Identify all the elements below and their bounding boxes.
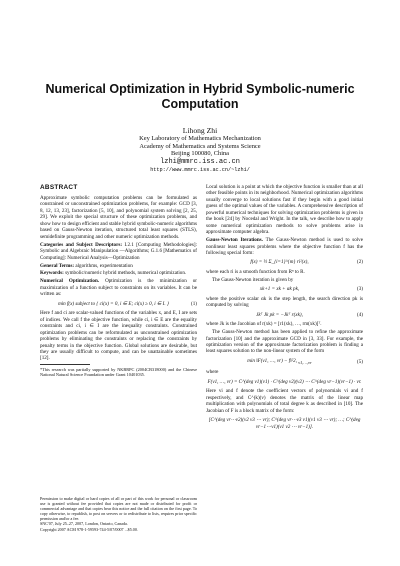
numopt-paragraph [40,278,197,297]
keywords-paragraph [40,270,197,276]
equation-7-body: [C^(deg vr⋯v2)(v2 v3 ⋯ vr); C^(deg vr⋯v3 v1)(v1 v3 ⋯ vr); …; C^(deg vr−1⋯v1)(v1 v2 ⋯ vr−1)]. [208,417,361,430]
gauss-newton-label: Gauss-Newton Iterations. [206,237,263,244]
equation-3-number: (3) [357,286,363,293]
abstract-text: Approximate symbolic computation problems can be formulated as constrained or unconstrained optimization problems, for example: GCD [3, 8, 12, 13, 23], factorization [5, 10], and polynomial system solving [2, 25, 29]. We exploit the special structure of these optimization problems, and show how to design efficient and stable hybrid symbolic-numeric algorithms based on Gauss-Newton iteration, structured total least squares (STLS), semidefinite programming and other numeric optimization methods. [40,195,197,240]
affiliation-line-1: Key Laboratory of Mathematics Mechanization [139,135,261,142]
applied-paragraph: The Gauss-Newton method has been applied to refine the approximate factorization [10] and the approximate GCD in [3, 33]. For example, the optimization version of the approximate factorization problem is finding a least squares solution to the non-linear system of the form [206,329,363,355]
terms-label: General Terms: [40,262,75,269]
equation-5-subscript: v1,…,vr [298,359,312,365]
numopt-text: Optimization is the minimization or maximization of a function subject to constraints on its variables. It can be written as: [40,278,198,298]
equation-5 [206,358,363,366]
terms-text: algorithms, experimentation [75,262,133,269]
author-url: http://www.mmrc.iss.ac.cn/~lzhi/ [150,166,250,173]
affiliation-line-2: Academy of Mathematics and Systems Science [139,142,261,150]
abstract-heading: ABSTRACT [40,184,78,191]
author-block [40,126,360,174]
equation-6 [206,379,363,385]
gauss-newton-text: The Gauss-Newton method is used to solve nonlinear least squares problems where the objective function f has the following special form: [206,237,363,257]
equation-1-number: (1) [191,300,197,307]
author-name: Lihong Zhi [182,126,218,135]
paper-title: Numerical Optimization in Hybrid Symbolic-numeric Computation [45,82,355,111]
after-eq4-text: where Jk is the Jacobian of r(xk) = [r1(xk), …, rm(xk)]ᵀ. [206,321,322,328]
keywords-label: Keywords: [40,270,64,277]
equation-2-body: f(x) = ½ Σ_{i=1}^{m} ri²(x), [250,259,309,266]
equation-6-body: F(v1, …, vr) = C^(deg v1)(v1) · C^(deg v2)(v2) ⋯ C^(deg vr−1)(vr−1) · vr. [207,378,362,385]
copyright-line: Copyright 2007 ACM 978-1-59593-744-5/07/0007 ...$5.00. [40,526,138,532]
after-eq1-text: Here f and ci are scalar-valued functions of the variables x, and E, I are sets of indices. We call f the objective function, while ci, i ∈ E are the equality constraints and ci, i ∈ I are the inequality constraints. Constrained optimization problems can be reformulated as unconstrained optimization problems by eliminating the constraints or replacing the constraints by penalty terms in the objective function. Global solutions are desirable, but they are usually difficult to compute, and can be unattainable sometimes [12]. [40,310,197,362]
equation-7 [206,417,363,430]
categories-paragraph [40,242,197,261]
equation-3-body: xk+1 = xk + αk pk, [259,286,300,293]
affiliation-line-3: Beijing 100080, China [170,150,230,158]
categories-text: I.2.1 [Computing Methodologies]: Symbolic and Algebraic Manipulation —Algorithms; G.1.6 [Mathematics of Computing]: Numerical Analysis—Optimization [40,241,197,261]
right-column [206,184,363,433]
final-paragraph: Here vi and f denote the coefficient vectors of polynomials vi and f respectively, and C^(k)(v) denotes the matrix of the linear map multiplication with polynomials of total degree k as described in [10]. The Jacobian of F is a block matrix of the form: [206,388,363,414]
categories-label: Categories and Subject Descriptors: [40,241,123,248]
conference-line: SNC'07, July 25–27, 2007, London, Ontario, Canada. [40,521,128,527]
equation-2-number: (2) [357,259,363,266]
footnote-rule [40,364,90,365]
equation-1 [40,301,197,307]
permission-block [40,496,197,532]
numopt-label: Numerical Optimization. [40,278,100,285]
local-solution-paragraph: Local solution is a point at which the objective function is smaller than at all other feasible points in its neighborhood. Numerical optimization algorithms usually converge to local solutions fast if they begin with a good initial guess of the optimal values of the variables. A comprehensive description of powerful numerical techniques for solving optimization problems is given in the book [24] by Nocedal and Wright. In the talk, we describe how to apply some numerical optimization methods to solve problems arise in approximate computer algebra. [206,184,363,236]
equation-3 [206,286,363,292]
keywords-text: symbolic/numeric hybrid methods, numerical optimization. [65,270,187,277]
equation-5-body [206,358,353,366]
equation-1-body: min f(x) subject to { ci(x) = 0, i ∈ E; ci(x) ≥ 0, i ∈ I. } [58,300,169,307]
terms-paragraph [40,263,197,269]
permission-text: Permission to make digital or hard copies of all or part of this work for personal or classroom use is granted without fee provided that copies are not made or distributed for profit or commercial advantage and that copies bear this notice and the full citation on the first page. To copy otherwise, to republish, to post on servers or to redistribute to lists, requires prior specific permission and/or a fee. [40,496,197,522]
equation-2 [206,259,363,265]
left-column [40,184,197,377]
equation-4-number: (4) [357,311,363,318]
after-eq2-text: where each ri is a smooth function from Rⁿ to R. [206,268,305,275]
equation-5-main: min ‖F(v1, …, vr) − f‖²2, [247,357,297,364]
funding-footnote: *This research was partially supported by NKBRPC (2004CB318000) and the Chinese National Natural Science Foundation under Grant 10401035. [40,366,197,378]
equation-4 [206,312,363,318]
author-email: lzhi@mmrc.iss.ac.cn [160,157,240,166]
gn-iteration-text: The Gauss-Newton iteration is given by [212,276,294,283]
where-text: where [206,369,219,376]
gauss-newton-paragraph [206,237,363,256]
after-eq3-text: where the positive scalar αk is the step length, the search direction pk is computed by solving [206,295,363,309]
equation-5-number: (5) [357,358,363,365]
equation-4-body: Jkᵀ Jk pk = −Jkᵀ r(xk), [256,311,303,318]
